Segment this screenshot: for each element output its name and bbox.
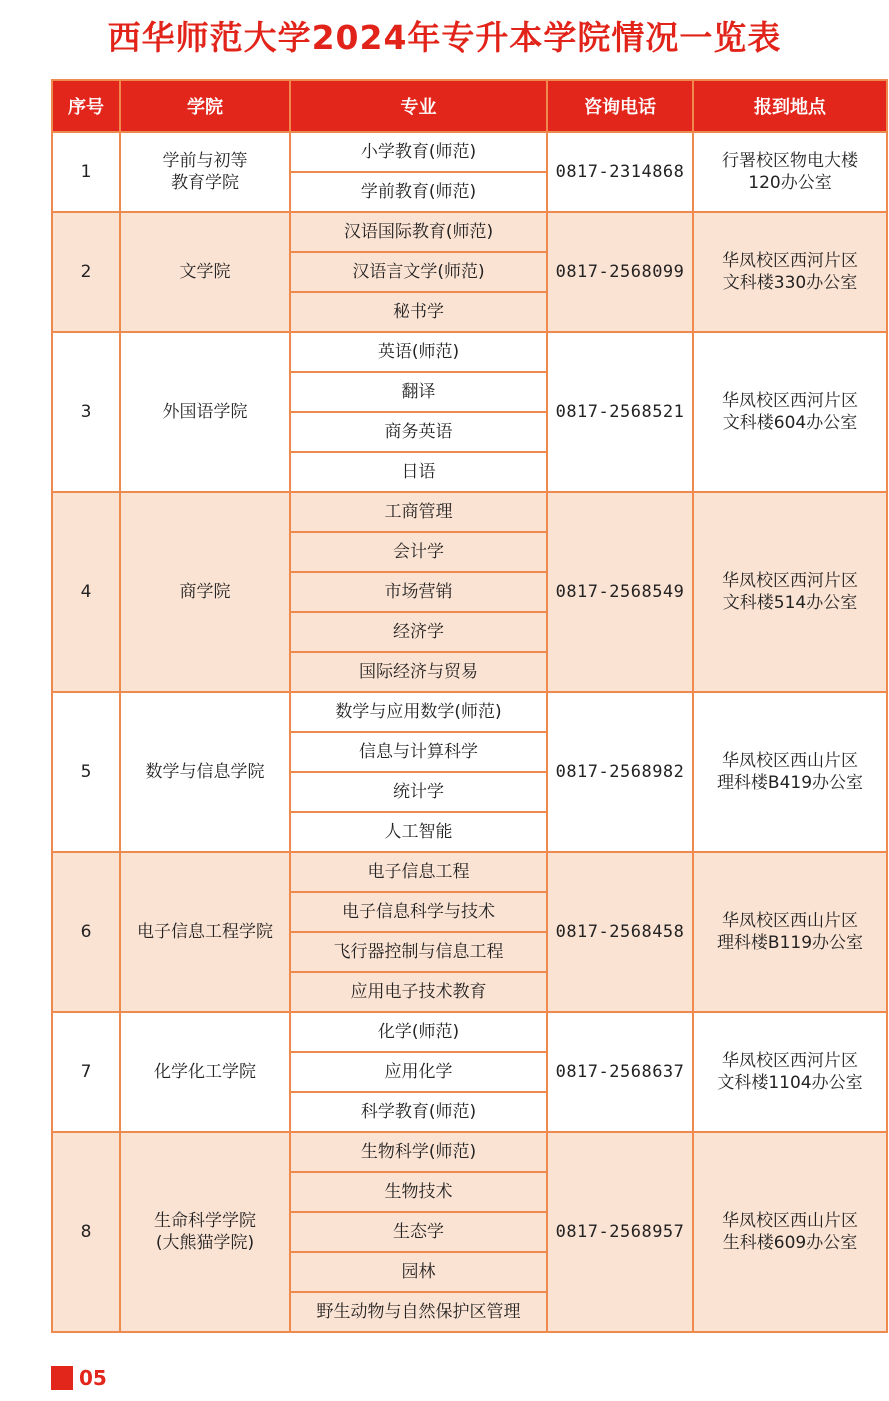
table-header-row: [52, 80, 887, 132]
college-name: [120, 212, 290, 332]
page-number: 05: [79, 1366, 107, 1390]
report-address: [693, 332, 887, 492]
college-name-line: (大熊猫学院): [155, 1233, 255, 1253]
college-name-line: 外国语学院: [162, 402, 248, 422]
table-row: [52, 852, 887, 892]
page-title: 西华师范大学2024年专升本学院情况一览表: [107, 18, 782, 57]
major-name: 日语: [290, 452, 547, 492]
phone-number: 0817-2568982: [547, 692, 693, 852]
major-name: 秘书学: [290, 292, 547, 332]
phone-number: 0817-2568549: [547, 492, 693, 692]
table-row: [52, 132, 887, 172]
major-name: 英语(师范): [290, 332, 547, 372]
major-name: 园林: [290, 1252, 547, 1292]
phone-number: 0817-2568458: [547, 852, 693, 1012]
table-row: [52, 1132, 887, 1172]
college-name: [120, 132, 290, 212]
major-name: 会计学: [290, 532, 547, 572]
major-name: 翻译: [290, 372, 547, 412]
major-name: 商务英语: [290, 412, 547, 452]
major-name: 野生动物与自然保护区管理: [290, 1292, 547, 1332]
table-row: [52, 492, 887, 532]
table-row: [52, 692, 887, 732]
major-name: 学前教育(师范): [290, 172, 547, 212]
address-line: 理科楼B419办公室: [716, 773, 864, 793]
major-name: 生物技术: [290, 1172, 547, 1212]
college-name: [120, 492, 290, 692]
address-line: 文科楼604办公室: [722, 413, 858, 433]
row-number: 6: [52, 852, 120, 1012]
college-name-line: 商学院: [179, 582, 231, 602]
college-name: [120, 852, 290, 1012]
report-address: [693, 852, 887, 1012]
college-table: [51, 79, 888, 1333]
major-name: 电子信息工程: [290, 852, 547, 892]
page-footer: [51, 1366, 107, 1390]
major-name: 汉语言文学(师范): [290, 252, 547, 292]
college-name: [120, 1012, 290, 1132]
major-name: 应用电子技术教育: [290, 972, 547, 1012]
address-line: 理科楼B119办公室: [716, 933, 864, 953]
report-address: [693, 1132, 887, 1332]
address-line: 生科楼609办公室: [722, 1233, 858, 1253]
major-name: 经济学: [290, 612, 547, 652]
header-college: 学院: [120, 80, 290, 132]
report-address: [693, 1012, 887, 1132]
table-body: [52, 132, 887, 1332]
college-name-line: 文学院: [179, 262, 231, 282]
major-name: 统计学: [290, 772, 547, 812]
table-row: [52, 332, 887, 372]
phone-number: 0817-2568521: [547, 332, 693, 492]
major-name: 数学与应用数学(师范): [290, 692, 547, 732]
major-name: 应用化学: [290, 1052, 547, 1092]
row-number: 3: [52, 332, 120, 492]
college-name: [120, 692, 290, 852]
phone-number: 0817-2568099: [547, 212, 693, 332]
major-name: 化学(师范): [290, 1012, 547, 1052]
phone-number: 0817-2314868: [547, 132, 693, 212]
address-line: 文科楼1104办公室: [717, 1073, 863, 1093]
college-name-line: 教育学院: [171, 173, 239, 193]
college-name-line: 化学化工学院: [154, 1062, 256, 1082]
address-line: 华凤校区西山片区: [722, 1211, 858, 1231]
major-name: 人工智能: [290, 812, 547, 852]
row-number: 2: [52, 212, 120, 332]
header-phone: 咨询电话: [547, 80, 693, 132]
college-name-line: 学前与初等: [162, 151, 248, 171]
college-name-line: 生命科学学院: [154, 1211, 256, 1231]
report-address: [693, 492, 887, 692]
address-line: 华凤校区西河片区: [722, 571, 858, 591]
footer-bar: [51, 1366, 73, 1390]
address-line: 华凤校区西山片区: [722, 751, 858, 771]
header-no: 序号: [52, 80, 120, 132]
major-name: 生态学: [290, 1212, 547, 1252]
major-name: 小学教育(师范): [290, 132, 547, 172]
report-address: [693, 212, 887, 332]
row-number: 4: [52, 492, 120, 692]
major-name: 市场营销: [290, 572, 547, 612]
major-name: 国际经济与贸易: [290, 652, 547, 692]
header-major: 专业: [290, 80, 547, 132]
college-name-line: 数学与信息学院: [145, 762, 265, 782]
major-name: 飞行器控制与信息工程: [290, 932, 547, 972]
table-row: [52, 212, 887, 252]
address-line: 行署校区物电大楼: [722, 151, 858, 171]
major-name: 信息与计算科学: [290, 732, 547, 772]
major-name: 工商管理: [290, 492, 547, 532]
major-name: 生物科学(师范): [290, 1132, 547, 1172]
college-name-line: 电子信息工程学院: [137, 922, 273, 942]
report-address: [693, 692, 887, 852]
major-name: 汉语国际教育(师范): [290, 212, 547, 252]
address-line: 华凤校区西河片区: [722, 251, 858, 271]
address-line: 文科楼514办公室: [722, 593, 858, 613]
address-line: 华凤校区西河片区: [722, 391, 858, 411]
table-row: [52, 1012, 887, 1052]
row-number: 7: [52, 1012, 120, 1132]
college-name: [120, 1132, 290, 1332]
major-name: 科学教育(师范): [290, 1092, 547, 1132]
phone-number: 0817-2568957: [547, 1132, 693, 1332]
phone-number: 0817-2568637: [547, 1012, 693, 1132]
row-number: 5: [52, 692, 120, 852]
college-name: [120, 332, 290, 492]
report-address: [693, 132, 887, 212]
address-line: 华凤校区西河片区: [722, 1051, 858, 1071]
row-number: 1: [52, 132, 120, 212]
header-address: 报到地点: [693, 80, 887, 132]
address-line: 华凤校区西山片区: [722, 911, 858, 931]
address-line: 120办公室: [748, 173, 832, 193]
row-number: 8: [52, 1132, 120, 1332]
major-name: 电子信息科学与技术: [290, 892, 547, 932]
address-line: 文科楼330办公室: [722, 273, 858, 293]
